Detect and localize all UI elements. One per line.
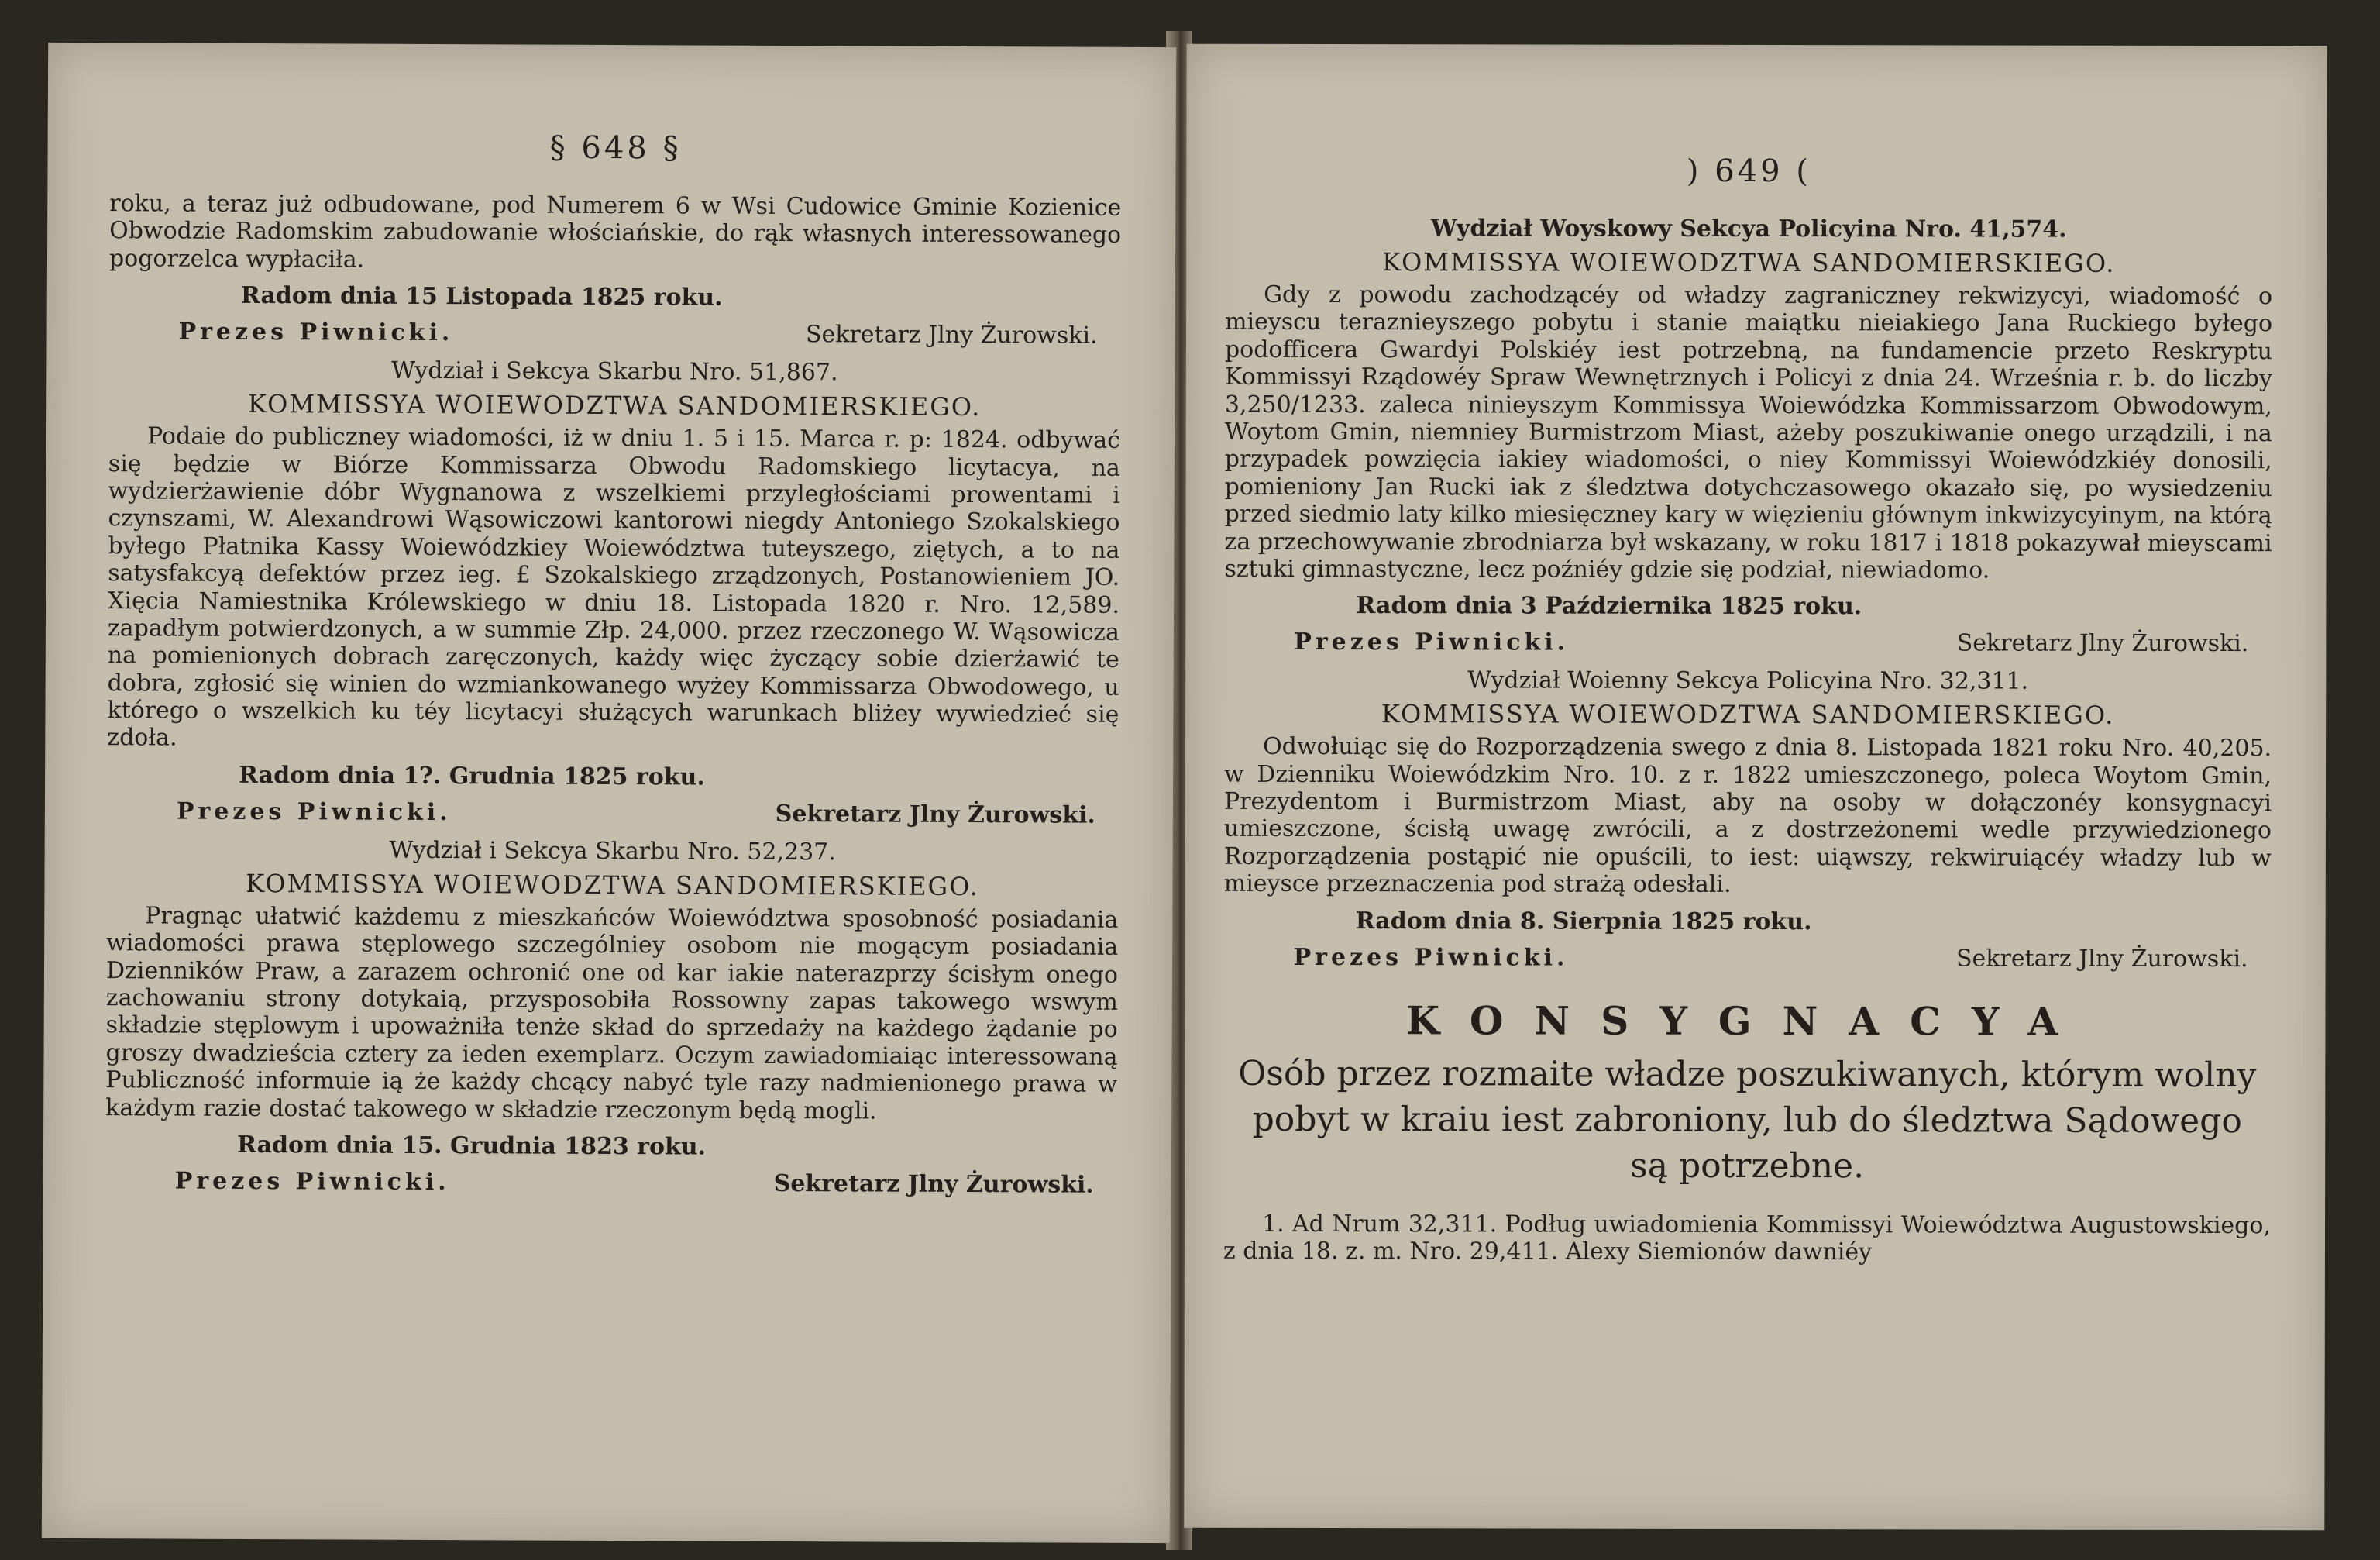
paragraph: roku, a teraz już odbudowane, pod Numerem 6 w Wsi Cudowice Gminie Kozienice Obwodzie Radomskim zabudowanie włościańskie, do rąk własnych interessowanego pogorzelca wypłaciła.	[108, 190, 1122, 274]
date-line: Radom dnia 3 Października 1825 roku.	[1356, 592, 1862, 621]
left-page	[42, 43, 1176, 1543]
date-line: Radom dnia 15 Listopada 1825 roku.	[240, 282, 723, 312]
page-number: ) 649 (	[1686, 153, 1811, 190]
secretary-signature: Sekretarz Jlny Żurowski.	[775, 800, 1095, 829]
secretary-signature: Sekretarz Jlny Żurowski.	[805, 321, 1098, 350]
signature-line	[179, 319, 1098, 350]
section-header: Wydział i Sekcya Skarbu Nro. 51,867.	[391, 356, 838, 387]
date-line: Radom dnia 1?. Grudnia 1825 roku.	[239, 761, 705, 791]
paragraph: Pragnąc ułatwić każdemu z mieszkańców Woiewództwa sposobność posiadania wiadomości prawa stęplowego szczególniey osobom nie mogącym posiadania Dzienników Praw, a zarazem ochronić one od kar iakie naterazprzy ścisłym onego zachowaniu strony dotykaią, przysposobiła Rossowny zapas takowego wswym składzie stęplowym i upoważniła tenże skład do sprzedaży na każdego żądanie po groszy dwadzieścia cztery za ieden exemplarz. Oczym zawiadomiaiąc interessowaną Publiczność informuie ią że każdy chcący nabyć tyle razy nadmienionego prawa w każdym razie dostać takowego w składzie rzeczonym będą mogli.	[105, 902, 1119, 1125]
secretary-signature: Sekretarz Jlny Żurowski.	[1956, 629, 2249, 658]
konsygnacya-subtitle: Osób przez rozmaite władze poszukiwanych, którym wolny pobyt w kraiu iest zabroniony, lub do śledztwa Sądowego są potrzebne.	[1238, 1053, 2257, 1186]
secretary-signature: Sekretarz Jlny Żurowski.	[1955, 945, 2248, 973]
commission-title: KOMMISSYA WOIEWODZTWA SANDOMIERSKIEGO.	[247, 389, 982, 422]
date-line: Radom dnia 15. Grudnia 1823 roku.	[236, 1131, 707, 1161]
konsygnacya-heading: KONSYGNACYA	[1405, 997, 2089, 1045]
section-header: Wydział Woyskowy Sekcya Policyina Nro. 41,574.	[1430, 215, 2067, 243]
commission-title: KOMMISSYA WOIEWODZTWA SANDOMIERSKIEGO.	[1381, 699, 2115, 731]
commission-title: KOMMISSYA WOIEWODZTWA SANDOMIERSKIEGO.	[246, 868, 979, 901]
right-page	[1184, 44, 2327, 1531]
paragraph: Odwołuiąc się do Rozporządzenia swego z dnia 8. Listopada 1821 roku Nro. 40,205. w Dzienniku Woiewódzkim Nro. 10. z r. 1822 umieszczonego, poleca Woytom Gmin, Prezydentom i Burmistrzom Miast, aby na osoby w dołączonéy konsygnacyi umieszczone, ścisłą uwagę zwrócili, a z dostrzeżonemi wedle przywiedzionego Rozporządzenia postąpić nie opuścili, to iest: uiąwszy, rekwiruiącéy władzy lub w mieysce przeznaczenia pod strażą odesłali.	[1223, 733, 2272, 899]
page-number: § 648 §	[549, 129, 682, 167]
president-signature: Prezes Piwnicki.	[176, 797, 452, 826]
list-item: 1. Ad Nrum 32,311. Podług uwiadomienia Kommissyi Woiewództwa Augustowskiego, z dnia 18. z. m. Nro. 29,411. Alexy Siemionów dawniéy	[1223, 1210, 2272, 1266]
signature-line	[177, 797, 1095, 828]
president-signature: Prezes Piwnicki.	[1294, 628, 1570, 656]
section-header: Wydział Woienny Sekcya Policyina Nro. 32,311.	[1467, 666, 2029, 695]
section-header: Wydział i Sekcya Skarbu Nro. 52,237.	[389, 836, 836, 866]
signature-line	[175, 1168, 1094, 1199]
signature-line	[1294, 628, 2248, 657]
president-signature: Prezes Piwnicki.	[174, 1167, 450, 1197]
paragraph: Podaie do publiczney wiadomości, iż w dniu 1. 5 i 15. Marca r. p: 1824. odbywać się będzie w Biórze Kommissarza Obwodu Radomskiego licytacya, na wydzierżawienie dóbr Wygnanowa z wszelkiemi przyległościami prowentami i czynszami, W. Alexandrowi Wąsowiczowi kantorowi niegdy Antoniego Szokalskiego byłego Płatnika Kassy Woiewódzkiey Woiewództwa tuteyszego, ziętych, a to na satysfakcyą defektów przez ieg. £ Szokalskiego zrządzonych, Postanowieniem JO. Xięcia Namiestnika Królewskiego w dniu 18. Listopada 1820 r. Nro. 12,589. zapadłym potwierdzonych, a w summie Złp. 24,000. przez rzeczonego W. Wąsowicza na pomienionych dobrach zaręczonych, każdy więc życzący sobie dzierżawić te dobra, zgłosić się winien do wzmiankowanego wyżey Kommissarza Obwodowego, u którego o wszelkich ku téy licytacyi służących warunkach bliżey wywiedzieć się zdoła.	[107, 422, 1121, 752]
date-line: Radom dnia 8. Sierpnia 1825 roku.	[1355, 907, 1812, 935]
secretary-signature: Sekretarz Jlny Żurowski.	[773, 1169, 1094, 1199]
paragraph: Gdy z powodu zachodzącéy od władzy zagraniczney rekwizycyi, wiadomość o mieyscu teraznieyszego pobytu i stanie maiątku nieiakiego Jana Ruckiego byłego podofficera Gwardyi Polskiéy iest potrzebną, na fundamencie przeto Reskryptu Kommissyi Rządowéy Spraw Wewnętrznych i Policyi z dnia 24. Września r. b. do liczby 3,250/1233. zaleca ninieyszym Kommissya Woiewódzka Kommissarzom Obwodowym, Woytom Gmin, niemniey Burmistrzom Miast, ażeby poszukiwanie onego urządzili, i na przypadek powzięcia iakiey wiadomości, o niey Kommissyi Woiewódzkiéy donosili, pomieniony Jan Rucki iak z śledztwa dotychczasowego okazało się, po wysiedzeniu przed siedmio laty kilko miesięczney kary w więzieniu głównym inkwizycyinym, na którą za przechowywanie zbrodniarza był wskazany, w roku 1817 i 1818 pokazywał mieyscami sztuki gimnastyczne, lecz poźniéy gdzie się podział, niewiadomo.	[1224, 281, 2273, 584]
president-signature: Prezes Piwnicki.	[178, 318, 454, 347]
signature-line	[1294, 944, 2248, 973]
commission-title: KOMMISSYA WOIEWODZTWA SANDOMIERSKIEGO.	[1381, 247, 2116, 278]
president-signature: Prezes Piwnicki.	[1293, 943, 1569, 972]
